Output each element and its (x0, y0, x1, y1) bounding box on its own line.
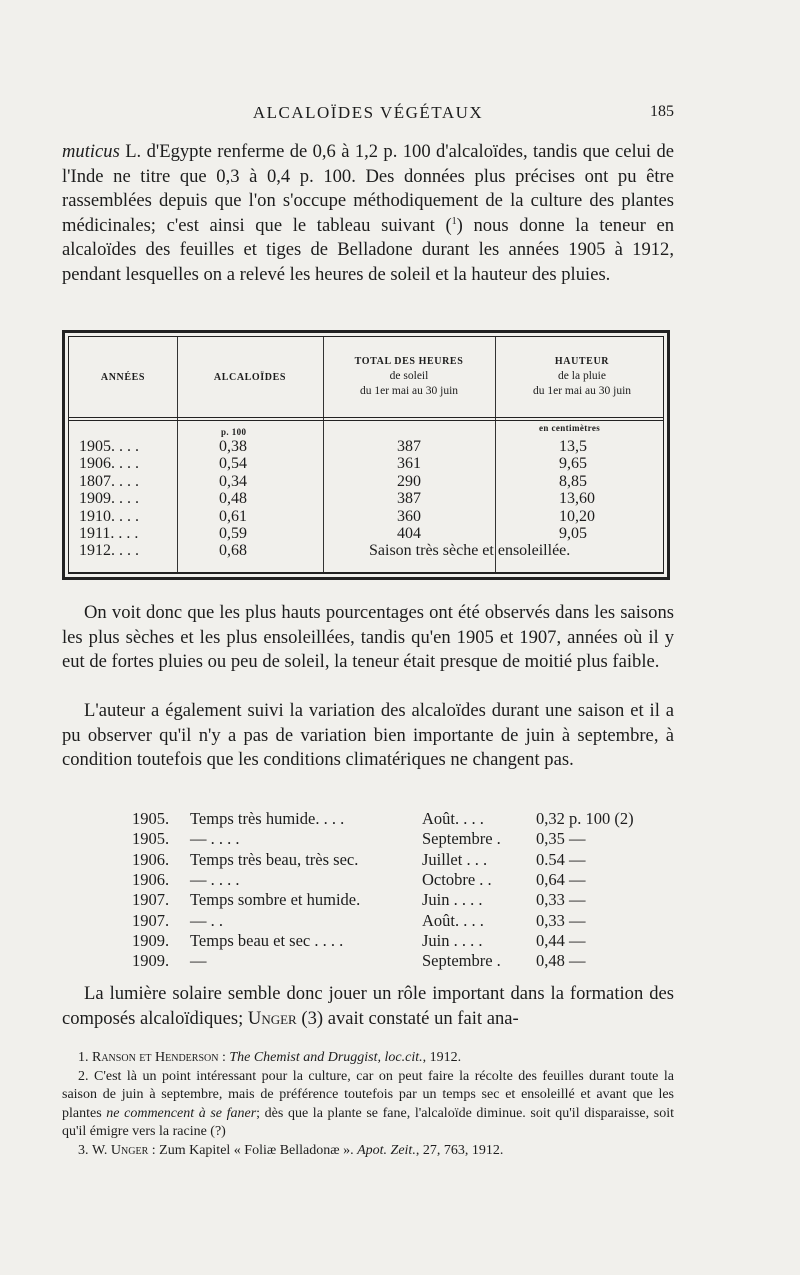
observation-month: Septembre . (422, 829, 501, 849)
table-cell-alcaloides: 0,68 (219, 542, 247, 560)
observation-year: 1909. (132, 951, 170, 971)
observation-value: 0.54 — (536, 849, 586, 869)
observation-row (0, 809, 800, 829)
table-cell-soleil: 387 (397, 438, 421, 455)
table-cell-year: 1905. . . . (79, 438, 139, 455)
species-name: muticus (62, 141, 120, 162)
belladonna-table (62, 330, 670, 580)
observation-month: Octobre . . (422, 869, 492, 889)
footnote-ref: 1 (451, 215, 457, 227)
observation-year: 1909. (132, 930, 170, 950)
paragraph-lumiere: La lumière solaire semble donc jouer un rôle important dans la formation des composés alcaloïdiques; Unger (3) avait constaté un fait ana- (62, 983, 674, 1029)
observation-weather: — (190, 951, 207, 971)
table-cell-pluie: 9,65 (559, 455, 587, 473)
running-header (62, 103, 674, 127)
header-soleil: TOTAL DES HEURES de soleil du 1er mai au 30 juin (354, 356, 464, 397)
running-title: ALCALOÏDES VÉGÉTAUX (252, 103, 484, 122)
observation-value: 0,44 — (536, 930, 586, 950)
observation-year: 1905. (132, 809, 170, 828)
author-unger: Unger (247, 1007, 297, 1029)
observation-weather: Temps très beau, très sec. (190, 849, 359, 869)
paragraph-intro: muticus L. d'Egypte renferme de 0,6 à 1,2 p. 100 d'alcaloïdes, tandis que celui de l'Inde ne titre que 0,3 à 0,4 p. 100. Des données plus précises ont pu être rassemblées depuis que l'on s'occupe méthodiquement de la culture des plantes médicinales; c'est ainsi que le tableau suivant ($^1$) nous donne la teneur en alcaloïdes des feuilles et tiges de Belladone durant les années 1905 à 1912, pendant lesquelles on a relevé les heures de soleil et la hauteur des pluies. (62, 141, 674, 285)
table-cell-alcaloides: 0,38 (219, 438, 247, 455)
paragraph-observations: On voit donc que les plus hauts pourcentages ont été observés dans les saisons les plus sèches et les plus ensoleillées, tandis qu'en 1905 et 1907, années où il y eut de fortes pluies ou peu de soleil, la teneur était presque de moitié plus faible. (62, 602, 674, 672)
observation-month: Septembre . (422, 951, 501, 971)
observation-weather: — . . . . (190, 869, 240, 889)
table-cell-alcaloides: 0,34 (219, 472, 247, 490)
paragraph-variation: L'auteur a également suivi la variation des alcaloïdes durant une saison et il a pu observer qu'il n'y a pas de variation bien importante de juin à septembre, à condition toutefois que les conditions climatériques ne changent pas. (62, 700, 674, 770)
observation-year: 1907. (132, 910, 170, 930)
observation-weather: Temps très humide. . . . (190, 809, 345, 828)
observation-value: 0,48 — (536, 951, 586, 971)
table-cell-alcaloides: 0,54 (219, 455, 247, 473)
observation-row (0, 870, 800, 890)
header-pluie: HAUTEUR de la pluie du 1er mai au 30 juin (532, 356, 632, 397)
note-1912: Saison très sèche et ensoleillée. (369, 542, 571, 559)
observation-value: 0,33 — (536, 890, 586, 910)
observation-weather: Temps sombre et humide. (190, 890, 361, 910)
observation-month: Juin . . . . (422, 930, 483, 950)
table-cell-year: 1906. . . . (79, 455, 139, 473)
footnote: 1. Ranson et Henderson : The Chemist and Druggist, loc.cit., 1912. (78, 1050, 462, 1065)
observation-year: 1906. (132, 849, 170, 869)
observation-row (0, 951, 800, 971)
observation-row (0, 931, 800, 951)
table-cell-pluie: 13,5 (559, 438, 587, 455)
table-cell-year: 1910. . . . (79, 507, 139, 525)
observation-value: 0,32 p. 100 (2) (536, 809, 634, 828)
observation-row (0, 911, 800, 931)
observation-value: 0,35 — (536, 829, 586, 849)
table-cell-year: 1911. . . . (79, 525, 139, 542)
observation-value: 0,33 — (536, 910, 586, 930)
table-cell-alcaloides: 0,59 (219, 525, 247, 542)
table-cell-year: 1909. . . . (79, 490, 139, 508)
table-cell-soleil: 387 (397, 490, 421, 508)
observation-year: 1905. (132, 829, 170, 849)
table-cell-alcaloides: 0,48 (219, 490, 247, 508)
footnote: 2. C'est là un point intéressant pour la culture, car on peut faire la récolte des feuilles durant toute la saison de juin à septembre, mais de préférence toutefois par un temps sec et ensoleillé et avant que les plantes ne commencent à se faner; dès que la plante se fane, l'alcaloïde diminue. soit qu'il disparaisse, soit qu'il émigre vers la racine (?) (62, 1068, 674, 1140)
observation-month: Août. . . . (422, 910, 484, 930)
observation-weather: Temps beau et sec . . . . (190, 930, 344, 950)
observation-weather: — . . . . (190, 829, 240, 849)
table-cell-pluie: 10,20 (559, 507, 595, 525)
observation-year: 1906. (132, 869, 170, 889)
table-cell-pluie: 9,05 (559, 525, 587, 542)
observation-value: 0,64 — (536, 869, 586, 889)
table-cell-alcaloides: 0,61 (219, 507, 247, 525)
observation-month: Juin . . . . (422, 890, 483, 910)
table-cell-soleil: 360 (397, 507, 421, 525)
observation-year: 1907. (132, 890, 170, 910)
observation-weather: — . . (190, 910, 223, 930)
observation-month: Août. . . . (422, 809, 484, 828)
table-cell-soleil: 290 (397, 472, 421, 490)
unit-pluie: en centimètres (539, 423, 601, 433)
table-cell-pluie: 8,85 (559, 472, 587, 490)
observation-row (0, 890, 800, 910)
footnote: 3. W. Unger : Zum Kapitel « Foliæ Belladonæ ». Apot. Zeit., 27, 763, 1912. (78, 1142, 504, 1158)
table-cell-soleil: 361 (397, 455, 421, 473)
unit-alcaloides: p. 100 (221, 427, 247, 437)
header-annees: ANNÉES (100, 372, 146, 383)
header-alcaloides: ALCALOÏDES (213, 372, 287, 383)
observation-row (0, 850, 800, 870)
page-number: 185 (650, 103, 674, 120)
table-cell-year: 1912. . . . (79, 542, 139, 560)
table-cell-soleil: 404 (397, 525, 421, 542)
table-cell-year: 1807. . . . (79, 472, 139, 490)
observation-row (0, 829, 800, 849)
table-cell-pluie: 13,60 (559, 490, 595, 508)
observation-month: Juillet . . . (422, 849, 488, 869)
footnotes (62, 1049, 674, 1161)
